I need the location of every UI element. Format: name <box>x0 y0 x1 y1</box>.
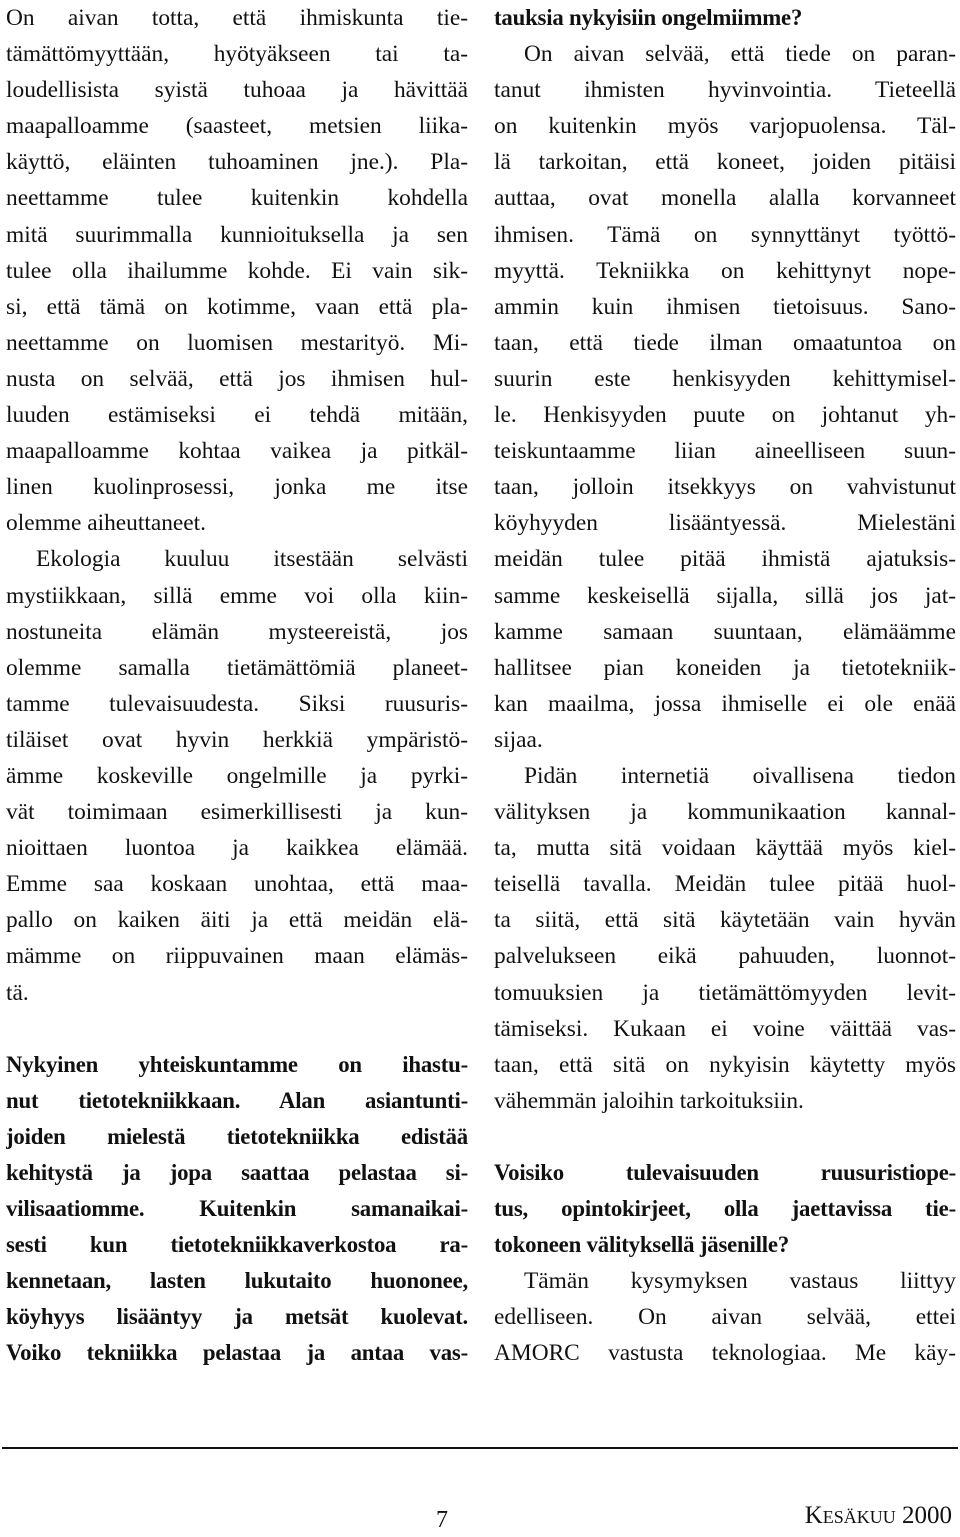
text-line: teiskuntaamme liian aineelliseen suun- <box>494 438 956 465</box>
text-line: ta siitä, että sitä käytetään vain hyvän <box>494 907 956 934</box>
text-line: meidän tulee pitää ihmistä ajatuksis- <box>494 546 956 573</box>
text-line: si, että tämä on kotimme, vaan että pla- <box>6 293 468 320</box>
issue-date: Kesäkuu 2000 <box>804 1502 952 1529</box>
text-line: neettamme tulee kuitenkin kohdella <box>6 185 468 212</box>
text-line: Pidän internetiä oivallisena tiedon <box>524 762 956 789</box>
text-line: teisellä tavalla. Meidän tulee pitää huol- <box>494 871 956 898</box>
text-line: köyhyyden lisääntyessä. Mielestäni <box>494 510 956 537</box>
text-line: luuden estämiseksi ei tehdä mitään, <box>6 402 468 429</box>
text-line: mystiikkaan, sillä emme voi olla kiin- <box>6 582 468 609</box>
text-line: tamme tulevaisuudesta. Siksi ruusuris- <box>6 690 468 717</box>
text-line: käyttö, eläinten tuhoaminen jne.). Pla- <box>6 149 468 176</box>
text-line: Emme saa koskaan unohtaa, että maa- <box>6 871 468 898</box>
heading-line: Voiko tekniikka pelastaa ja antaa vas- <box>6 1340 468 1366</box>
text-line: välityksen ja kommunikaation kannal- <box>494 799 956 826</box>
text-line: tämättömyyttään, hyötyäkseen tai ta- <box>6 41 468 68</box>
text-line: kan maailma, jossa ihmiselle ei ole enää <box>494 690 956 717</box>
text-line: on kuitenkin myös varjopuolensa. Täl- <box>494 113 956 140</box>
text-line: edelliseen. On aivan selvää, ettei <box>494 1304 956 1331</box>
heading-line: joiden mielestä tietotekniikka edistää <box>6 1123 468 1149</box>
heading-line: kehitystä ja jopa saattaa pelastaa si- <box>6 1159 468 1185</box>
text-line: palvelukseen eikä pahuuden, luonnot- <box>494 943 956 970</box>
text-line: On aivan totta, että ihmiskunta tie- <box>6 5 468 31</box>
text-line: auttaa, ovat monella alalla korvanneet <box>494 185 956 212</box>
text-line: loudellisista syistä tuhoaa ja hävittää <box>6 77 468 104</box>
text-line: pallo on kaiken äiti ja että meidän elä- <box>6 907 468 934</box>
left-column <box>6 0 468 1371</box>
text-line: tomuuksien ja tietämättömyyden levit- <box>494 979 956 1006</box>
text-line: olemme samalla tietämättömiä planeet- <box>6 654 468 681</box>
heading-line: nut tietotekniikkaan. Alan asiantunti- <box>6 1087 468 1113</box>
text-line: tämiseksi. Kukaan ei voine väittää vas- <box>494 1015 956 1042</box>
text-line: maapalloamme kohtaa vaikea ja pitkäl- <box>6 438 468 465</box>
heading-line: köyhyys lisääntyy ja metsät kuolevat. <box>6 1304 468 1330</box>
text-line: vähemmän jaloihin tarkoituksiin. <box>494 1087 804 1114</box>
text-line: On aivan selvää, että tiede on paran- <box>524 41 956 68</box>
text-line: taan, jolloin itsekkyys on vahvistunut <box>494 474 956 501</box>
heading-line: Voisiko tulevaisuuden ruusuristiope- <box>494 1159 956 1185</box>
text-line: tulee olla ihailumme kohde. Ei vain sik- <box>6 257 468 284</box>
text-line: Ekologia kuuluu itsestään selvästi <box>36 546 468 573</box>
heading-line: tus, opintokirjeet, olla jaettavissa tie- <box>494 1196 956 1221</box>
text-line: hallitsee pian koneiden ja tietotekniik- <box>494 654 956 681</box>
text-line: tiläiset ovat hyvin herkkiä ympäristö- <box>6 726 468 753</box>
text-line: samme keskeisellä sijalla, sillä jos jat- <box>494 582 956 609</box>
heading-line: tauksia nykyisiin ongelmiimme? <box>494 5 803 30</box>
text-line: olemme aiheuttaneet. <box>6 510 207 537</box>
text-line: neettamme on luomisen mestarityö. Mi- <box>6 329 468 356</box>
text-line: tanut ihmisten hyvinvointia. Tieteellä <box>494 77 956 104</box>
heading-line: kennetaan, lasten lukutaito huononee, <box>6 1268 468 1294</box>
heading-line: tokoneen välityksellä jäsenille? <box>494 1232 790 1258</box>
text-line: kamme samaan suuntaan, elämäämme <box>494 618 956 645</box>
text-line: sijaa. <box>494 726 543 753</box>
text-line: vät toimimaan esimerkillisesti ja kun- <box>6 799 468 826</box>
text-line: linen kuolinprosessi, jonka me itse <box>6 474 468 501</box>
text-line: myyttä. Tekniikka on kehittynyt nope- <box>494 257 956 284</box>
text-line: Tämän kysymyksen vastaus liittyy <box>524 1268 956 1295</box>
text-line: nioittaen luontoa ja kaikkea elämää. <box>6 835 468 862</box>
text-line: nusta on selvää, että jos ihmisen hul- <box>6 365 468 392</box>
text-line: lä tarkoitan, että koneet, joiden pitäisi <box>494 149 956 176</box>
text-line: ämme koskeville ongelmille ja pyrki- <box>6 762 468 789</box>
section-gap <box>6 1011 468 1047</box>
text-line: taan, että sitä on nykyisin käytetty myös <box>494 1051 956 1078</box>
text-line: AMORC vastusta teknologiaa. Me käy- <box>494 1340 956 1367</box>
section-gap <box>494 1119 956 1155</box>
text-line: nostuneita elämän mysteereistä, jos <box>6 618 468 645</box>
text-line: mitä suurimmalla kunnioituksella ja sen <box>6 221 468 248</box>
page-number: 7 <box>436 1507 448 1533</box>
text-line: tä. <box>6 979 29 1006</box>
text-line: maapalloamme (saasteet, metsien liika- <box>6 113 468 140</box>
text-line: ammin kuin ihmisen tietoisuus. Sano- <box>494 293 956 320</box>
right-column <box>494 0 956 1371</box>
text-line: mämme on riippuvainen maan elämäs- <box>6 943 468 970</box>
text-line: taan, että tiede ilman omaatuntoa on <box>494 329 956 356</box>
text-line: suurin este henkisyyden kehittymisel- <box>494 365 956 392</box>
heading-line: Nykyinen yhteiskuntamme on ihastu- <box>6 1051 468 1077</box>
heading-line: vilisaatiomme. Kuitenkin samanaikai- <box>6 1196 468 1221</box>
heading-line: sesti kun tietotekniikkaverkostoa ra- <box>6 1232 468 1258</box>
text-line: ihmisen. Tämä on synnyttänyt työttö- <box>494 221 956 248</box>
text-line: ta, mutta sitä voidaan käyttää myös kiel- <box>494 835 956 862</box>
footer-rule <box>2 1447 958 1449</box>
text-line: le. Henkisyyden puute on johtanut yh- <box>494 402 956 429</box>
